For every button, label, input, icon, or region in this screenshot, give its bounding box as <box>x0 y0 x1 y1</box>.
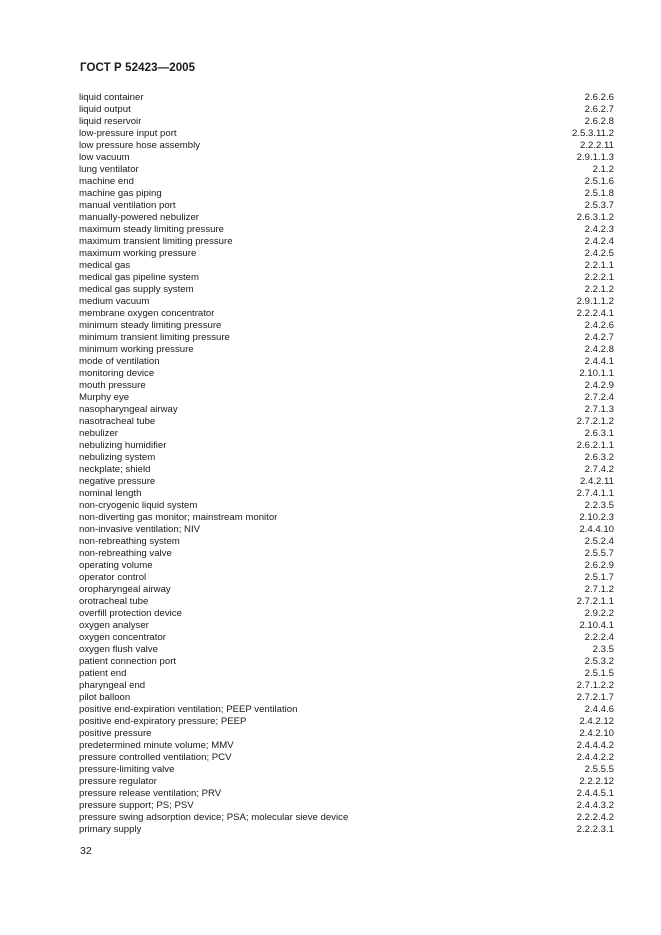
index-entry <box>79 464 614 476</box>
index-term: pressure regulator <box>79 776 157 787</box>
index-section-ref: 2.6.2.6 <box>584 92 614 103</box>
index-entry <box>79 200 614 212</box>
index-term: pilot balloon <box>79 692 131 703</box>
index-section-ref: 2.4.2.6 <box>584 320 614 331</box>
index-term: non-cryogenic liquid system <box>79 500 198 511</box>
index-term: liquid container <box>79 92 144 103</box>
index-entry <box>79 728 614 740</box>
index-entry <box>79 392 614 404</box>
index-section-ref: 2.1.2 <box>592 164 614 175</box>
index-term: nebulizing humidifier <box>79 440 167 451</box>
index-entry <box>79 812 614 824</box>
index-term: minimum transient limiting pressure <box>79 332 230 343</box>
index-section-ref: 2.4.2.8 <box>584 344 614 355</box>
index-section-ref: 2.4.2.5 <box>584 248 614 259</box>
index-term: predetermined minute volume; MMV <box>79 740 234 751</box>
index-section-ref: 2.4.4.10 <box>579 524 614 535</box>
index-entry <box>79 692 614 704</box>
index-section-ref: 2.7.2.4 <box>584 392 614 403</box>
index-section-ref: 2.4.2.10 <box>579 728 614 739</box>
index-term: overfill protection device <box>79 608 182 619</box>
index-term: lung ventilator <box>79 164 139 175</box>
index-section-ref: 2.2.1.1 <box>584 260 614 271</box>
index-section-ref: 2.9.1.1.3 <box>576 152 614 163</box>
index-section-ref: 2.5.1.7 <box>584 572 614 583</box>
index-section-ref: 2.7.2.1.7 <box>576 692 614 703</box>
index-entry <box>79 224 614 236</box>
index-section-ref: 2.6.2.8 <box>584 116 614 127</box>
index-section-ref: 2.4.4.3.2 <box>576 800 614 811</box>
index-entry <box>79 680 614 692</box>
index-entry <box>79 488 614 500</box>
index-term: orotracheal tube <box>79 596 149 607</box>
index-term: minimum working pressure <box>79 344 194 355</box>
index-term: manually-powered nebulizer <box>79 212 199 223</box>
index-entry <box>79 776 614 788</box>
index-term: operator control <box>79 572 147 583</box>
index-entry <box>79 260 614 272</box>
index-section-ref: 2.2.2.12 <box>579 776 614 787</box>
page-number: 32 <box>80 845 92 857</box>
index-entry <box>79 368 614 380</box>
index-term: non-rebreathing system <box>79 536 180 547</box>
index-term: maximum steady limiting pressure <box>79 224 225 235</box>
page-header: ГОСТ Р 52423—2005 <box>80 62 196 74</box>
index-term: minimum steady limiting pressure <box>79 320 222 331</box>
index-entry <box>79 188 614 200</box>
index-entry <box>79 524 614 536</box>
index-term: pharyngeal end <box>79 680 146 691</box>
index-entry <box>79 536 614 548</box>
index-section-ref: 2.4.2.3 <box>584 224 614 235</box>
index-section-ref: 2.4.2.12 <box>579 716 614 727</box>
index-term: positive pressure <box>79 728 152 739</box>
index-section-ref: 2.2.2.4.1 <box>576 308 614 319</box>
index-entry <box>79 164 614 176</box>
index-term: medium vacuum <box>79 296 150 307</box>
index-section-ref: 2.6.3.1.2 <box>576 212 614 223</box>
index-entry <box>79 788 614 800</box>
index-entry <box>79 344 614 356</box>
index-section-ref: 2.7.2.1.2 <box>576 416 614 427</box>
index-section-ref: 2.2.1.2 <box>584 284 614 295</box>
index-section-ref: 2.5.5.5 <box>584 764 614 775</box>
index-entry <box>79 560 614 572</box>
index-section-ref: 2.9.1.1.2 <box>576 296 614 307</box>
index-term: oxygen flush valve <box>79 644 158 655</box>
index-section-ref: 2.6.2.1.1 <box>576 440 614 451</box>
index-term: medical gas pipeline system <box>79 272 199 283</box>
index-term: mouth pressure <box>79 380 146 391</box>
index-term: negative pressure <box>79 476 156 487</box>
index-section-ref: 2.5.1.8 <box>584 188 614 199</box>
index-term: non-rebreathing valve <box>79 548 172 559</box>
index-term: low-pressure input port <box>79 128 177 139</box>
index-term: maximum working pressure <box>79 248 197 259</box>
index-section-ref: 2.4.4.5.1 <box>576 788 614 799</box>
index-section-ref: 2.6.3.1 <box>584 428 614 439</box>
index-entry <box>79 548 614 560</box>
index-term: non-diverting gas monitor; mainstream monitor <box>79 512 278 523</box>
index-term: operating volume <box>79 560 153 571</box>
index-entry <box>79 500 614 512</box>
index-term: monitoring device <box>79 368 155 379</box>
index-entry <box>79 764 614 776</box>
index-term: nasopharyngeal airway <box>79 404 178 415</box>
index-entry <box>79 620 614 632</box>
index-section-ref: 2.5.1.5 <box>584 668 614 679</box>
index-section-ref: 2.7.1.2.2 <box>576 680 614 691</box>
index-entry <box>79 596 614 608</box>
index-section-ref: 2.7.4.2 <box>584 464 614 475</box>
index-section-ref: 2.2.3.5 <box>584 500 614 511</box>
index-entry <box>79 104 614 116</box>
index-term: nebulizing system <box>79 452 156 463</box>
index-section-ref: 2.2.2.11 <box>580 140 614 151</box>
index-term: nasotracheal tube <box>79 416 156 427</box>
index-term: oropharyngeal airway <box>79 584 171 595</box>
index-term: pressure support; PS; PSV <box>79 800 194 811</box>
index-term: machine end <box>79 176 134 187</box>
index-entry <box>79 272 614 284</box>
index-section-ref: 2.5.3.11.2 <box>572 128 614 139</box>
index-term: non-invasive ventilation; NIV <box>79 524 201 535</box>
index-section-ref: 2.2.2.4.2 <box>576 812 614 823</box>
index-term: neckplate; shield <box>79 464 151 475</box>
index-entry <box>79 452 614 464</box>
index-entry <box>79 656 614 668</box>
index-entry <box>79 140 614 152</box>
index-term: pressure controlled ventilation; PCV <box>79 752 232 763</box>
index-entry <box>79 296 614 308</box>
index-term: manual ventilation port <box>79 200 176 211</box>
index-entry <box>79 152 614 164</box>
index-entry <box>79 608 614 620</box>
index-term: mode of ventilation <box>79 356 160 367</box>
index-term: medical gas supply system <box>79 284 194 295</box>
index-section-ref: 2.4.4.6 <box>584 704 614 715</box>
index-section-ref: 2.4.2.11 <box>580 476 614 487</box>
index-term: primary supply <box>79 824 142 835</box>
index-entry <box>79 440 614 452</box>
index-section-ref: 2.10.2.3 <box>579 512 614 523</box>
index-section-ref: 2.7.2.1.1 <box>576 596 614 607</box>
index-section-ref: 2.2.2.3.1 <box>576 824 614 835</box>
index-entry <box>79 668 614 680</box>
index-term: maximum transient limiting pressure <box>79 236 233 247</box>
index-entry <box>79 320 614 332</box>
index-entry <box>79 332 614 344</box>
index-term: positive end-expiration ventilation; PEEP ventilation <box>79 704 298 715</box>
index-section-ref: 2.4.4.2.2 <box>576 752 614 763</box>
index-term: oxygen concentrator <box>79 632 166 643</box>
index-term: positive end-expiratory pressure; PEEP <box>79 716 247 727</box>
index-term: medical gas <box>79 260 131 271</box>
index-section-ref: 2.6.2.9 <box>584 560 614 571</box>
index-section-ref: 2.3.5 <box>592 644 614 655</box>
index-section-ref: 2.5.5.7 <box>584 548 614 559</box>
index-term: patient connection port <box>79 656 177 667</box>
index-entry <box>79 824 614 836</box>
index-entry <box>79 752 614 764</box>
index-section-ref: 2.2.2.4 <box>584 632 614 643</box>
index-entry <box>79 176 614 188</box>
index-entry <box>79 716 614 728</box>
index-section-ref: 2.6.2.7 <box>584 104 614 115</box>
index-term: pressure swing adsorption device; PSA; molecular sieve device <box>79 812 349 823</box>
index-section-ref: 2.7.4.1.1 <box>576 488 614 499</box>
index-term: low vacuum <box>79 152 130 163</box>
index-entry <box>79 212 614 224</box>
index-entry <box>79 404 614 416</box>
index-entry <box>79 308 614 320</box>
index-term: Murphy eye <box>79 392 130 403</box>
index-entry <box>79 128 614 140</box>
index-section-ref: 2.5.2.4 <box>584 536 614 547</box>
index-entry <box>79 416 614 428</box>
index-entry <box>79 116 614 128</box>
index-section-ref: 2.9.2.2 <box>584 608 614 619</box>
index-section-ref: 2.10.4.1 <box>579 620 614 631</box>
index-entry <box>79 704 614 716</box>
index-section-ref: 2.5.1.6 <box>584 176 614 187</box>
index-entry <box>79 284 614 296</box>
index-section-ref: 2.6.3.2 <box>584 452 614 463</box>
index-section-ref: 2.4.4.1 <box>584 356 614 367</box>
index-section-ref: 2.10.1.1 <box>579 368 614 379</box>
index-section-ref: 2.5.3.7 <box>584 200 614 211</box>
index-term: pressure release ventilation; PRV <box>79 788 222 799</box>
index-term: low pressure hose assembly <box>79 140 201 151</box>
index-term: membrane oxygen concentrator <box>79 308 215 319</box>
index-entry <box>79 428 614 440</box>
index-term: liquid reservoir <box>79 116 142 127</box>
index-entry <box>79 248 614 260</box>
index-entry <box>79 644 614 656</box>
index-term: nominal length <box>79 488 142 499</box>
index-term: oxygen analyser <box>79 620 149 631</box>
index-section-ref: 2.4.2.9 <box>584 380 614 391</box>
index-section-ref: 2.4.2.4 <box>584 236 614 247</box>
index-entry <box>79 236 614 248</box>
index-entry <box>79 476 614 488</box>
index-section-ref: 2.4.2.7 <box>584 332 614 343</box>
index-term: nebulizer <box>79 428 118 439</box>
index-entry <box>79 584 614 596</box>
term-index-list <box>79 92 614 836</box>
index-section-ref: 2.7.1.2 <box>584 584 614 595</box>
index-section-ref: 2.5.3.2 <box>584 656 614 667</box>
index-term: liquid output <box>79 104 131 115</box>
index-entry <box>79 572 614 584</box>
index-entry <box>79 740 614 752</box>
index-section-ref: 2.7.1.3 <box>584 404 614 415</box>
index-entry <box>79 380 614 392</box>
index-entry <box>79 800 614 812</box>
index-term: machine gas piping <box>79 188 162 199</box>
index-entry <box>79 512 614 524</box>
index-section-ref: 2.2.2.1 <box>584 272 614 283</box>
index-entry <box>79 92 614 104</box>
index-entry <box>79 356 614 368</box>
index-term: pressure-limiting valve <box>79 764 175 775</box>
index-entry <box>79 632 614 644</box>
index-term: patient end <box>79 668 127 679</box>
index-section-ref: 2.4.4.4.2 <box>576 740 614 751</box>
